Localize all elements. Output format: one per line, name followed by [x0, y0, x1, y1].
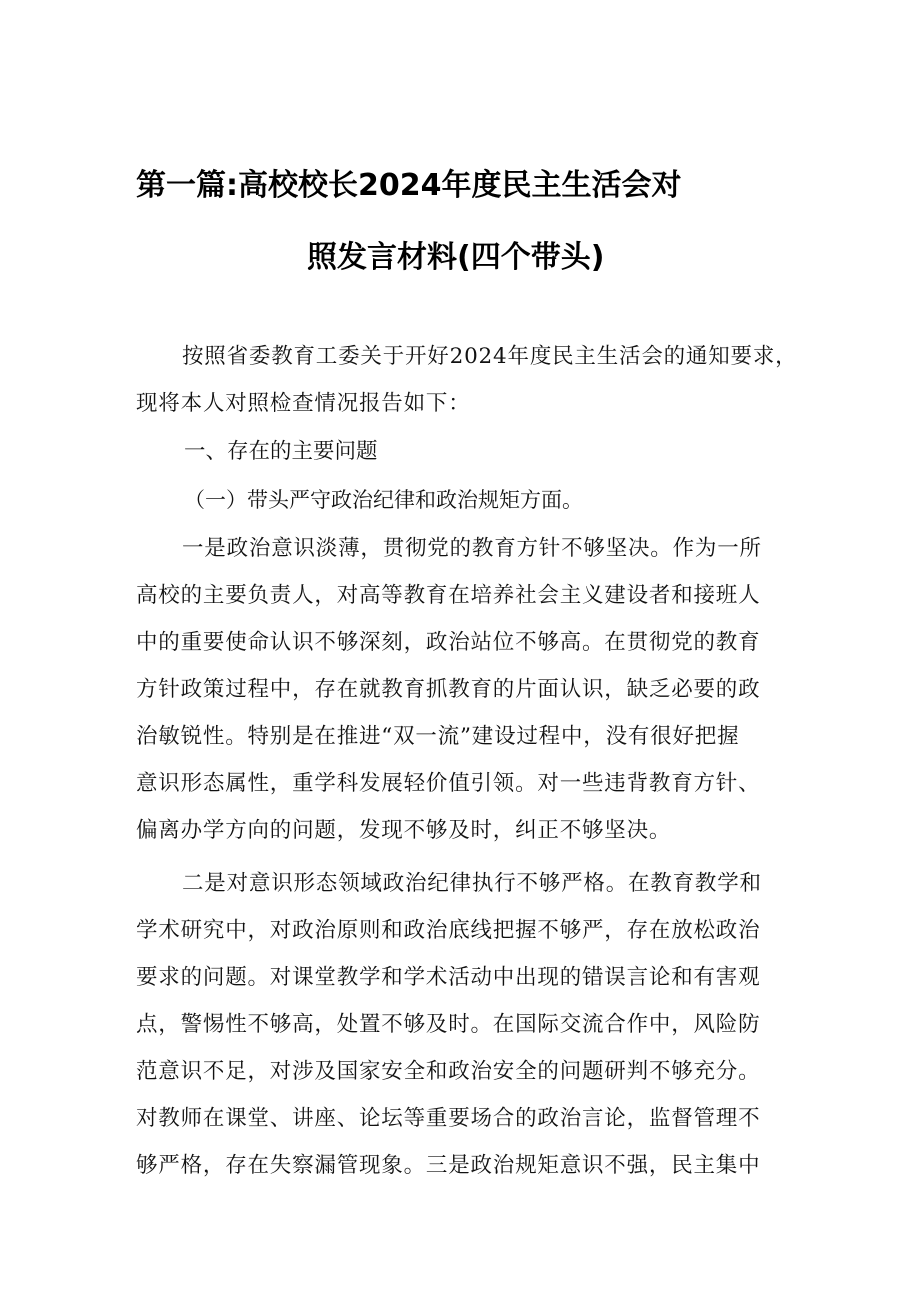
intro-paragraph	[136, 333, 798, 427]
paragraph-line: 治敏锐性。特别是在推进“双一流”建设过程中，没有很好把握	[136, 724, 740, 749]
paragraph-line: 高校的主要负责人，对高等教育在培养社会主义建设者和接班人	[136, 583, 761, 608]
intro-line: 按照省委教育工委关于开好2024年度民主生活会的通知要求，	[182, 344, 798, 369]
section-heading: 一、存在的主要问题	[184, 439, 378, 464]
paragraph-political-awareness	[136, 525, 786, 854]
intro-line: 现将本人对照检查情况报告如下：	[136, 391, 471, 416]
paragraph-line: 对教师在课堂、讲座、论坛等重要场合的政治言论，监督管理不	[136, 1106, 761, 1131]
paragraph-line: 意识形态属性，重学科发展轻价值引领。对一些违背教育方针、	[136, 771, 761, 796]
subsection-heading: （一）带头严守政治纪律和政治规矩方面。	[184, 488, 583, 512]
paragraph-line: 二是对意识形态领域政治纪律执行不够严格。在教育教学和	[182, 871, 762, 896]
paragraph-line: 要求的问题。对课堂教学和学术活动中出现的错误言论和有害观	[136, 965, 761, 990]
document-title-line-1: 第一篇:高校校长2024年度民主生活会对	[136, 168, 682, 203]
document-title-line-2: 照发言材料(四个带头)	[307, 240, 605, 275]
paragraph-line: 中的重要使命认识不够深刻，政治站位不够高。在贯彻党的教育	[136, 630, 761, 655]
paragraph-ideology-discipline	[136, 860, 786, 1189]
paragraph-line: 偏离办学方向的问题，发现不够及时，纠正不够坚决。	[136, 818, 672, 843]
paragraph-line: 够严格，存在失察漏管现象。三是政治规矩意识不强，民主集中	[136, 1153, 761, 1178]
paragraph-line: 范意识不足，对涉及国家安全和政治安全的问题研判不够充分。	[136, 1059, 761, 1084]
paragraph-line: 一是政治意识淡薄，贯彻党的教育方针不够坚决。作为一所	[182, 536, 762, 561]
paragraph-line: 方针政策过程中，存在就教育抓教育的片面认识，缺乏必要的政	[136, 677, 761, 702]
paragraph-line: 学术研究中，对政治原则和政治底线把握不够严，存在放松政治	[136, 918, 761, 943]
paragraph-line: 点，警惕性不够高，处置不够及时。在国际交流合作中，风险防	[136, 1012, 761, 1037]
